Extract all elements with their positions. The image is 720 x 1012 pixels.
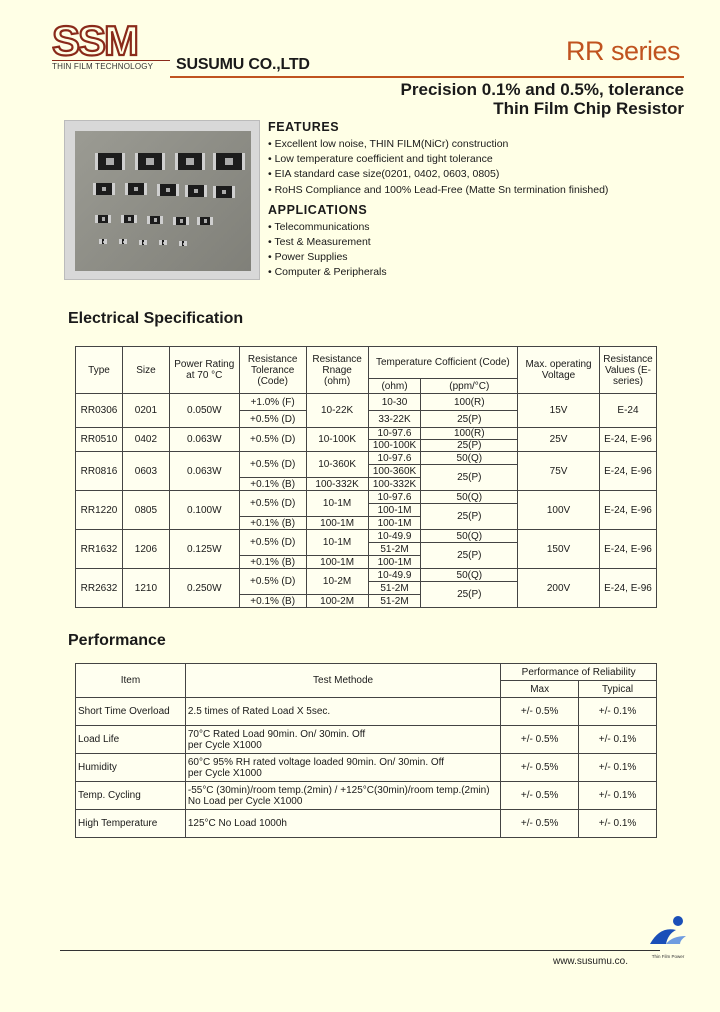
features-heading: FEATURES [268, 120, 340, 134]
cell-ppm: 50(Q) [421, 569, 518, 582]
cell-typical: +/- 0.1% [579, 726, 657, 754]
cell-voltage: 100V [518, 491, 600, 530]
cell-type: RR1220 [76, 491, 123, 530]
list-item: • Telecommunications [268, 220, 688, 235]
cell-ohm: 10-49.9 [368, 530, 421, 543]
cell-type: RR0510 [76, 428, 123, 452]
cell-values: E-24, E-96 [599, 530, 656, 569]
list-item: • Computer & Peripherals [268, 265, 688, 280]
performance-table [75, 663, 657, 838]
col-voltage: Max. operating Voltage [518, 347, 600, 394]
series-title: RR series [565, 36, 680, 66]
cell-ohm: 10-49.9 [368, 569, 421, 582]
ssm-logo-mark [52, 22, 164, 58]
cell-method: -55°C (30min)/room temp.(2min) / +125°C(30min)/room temp.(2min) No Load per Cycle X1000 [185, 782, 500, 810]
list-item: • EIA standard case size(0201, 0402, 0603, 0805) [268, 167, 688, 182]
cell-values: E-24 [599, 394, 656, 428]
col-size: Size [122, 347, 169, 394]
cell-method: 70°C Rated Load 90min. On/ 30min. Off per Cycle X1000 [185, 726, 500, 754]
cell-typical: +/- 0.1% [579, 782, 657, 810]
col-range: Resistance Rnage (ohm) [306, 347, 368, 394]
cell-ppm: 50(Q) [421, 530, 518, 543]
cell-ppm: 50(Q) [421, 452, 518, 465]
cell-method: 2.5 times of Rated Load X 5sec. [185, 698, 500, 726]
col-item: Item [76, 664, 186, 698]
cell-item: High Temperature [76, 810, 186, 838]
cell-power: 0.100W [169, 491, 239, 530]
header-rule [170, 76, 684, 78]
cell-ohm: 100-332K [368, 478, 421, 491]
cell-values: E-24, E-96 [599, 452, 656, 491]
cell-method: 60°C 95% RH rated voltage loaded 90min. On/ 30min. Off per Cycle X1000 [185, 754, 500, 782]
cell-ohm: 10-97.6 [368, 428, 421, 440]
cell-range: 100-2M [306, 595, 368, 608]
cell-values: E-24, E-96 [599, 428, 656, 452]
list-item: • Excellent low noise, THIN FILM(NiCr) construction [268, 137, 688, 152]
features-section [268, 120, 688, 281]
cell-item: Humidity [76, 754, 186, 782]
cell-ohm: 100-1M [368, 517, 421, 530]
col-values: Resistance Values (E-series) [599, 347, 656, 394]
cell-type: RR0816 [76, 452, 123, 491]
cell-size: 0402 [122, 428, 169, 452]
cell-ohm: 51-2M [368, 582, 421, 595]
product-title-line2: Thin Film Chip Resistor [493, 99, 684, 118]
cell-ppm: 25(P) [421, 543, 518, 569]
cell-range: 100-1M [306, 556, 368, 569]
cell-ppm: 25(P) [421, 440, 518, 452]
cell-tolerance: +0.1% (B) [239, 556, 306, 569]
cell-max: +/- 0.5% [501, 754, 579, 782]
cell-item: Temp. Cycling [76, 782, 186, 810]
table-row [76, 698, 657, 726]
col-reliability: Performance of Reliability [501, 664, 657, 681]
col-typical: Typical [579, 681, 657, 698]
company-logo [52, 22, 170, 71]
col-method: Test Methode [185, 664, 500, 698]
cell-item: Short Time Overload [76, 698, 186, 726]
table-row [76, 810, 657, 838]
cell-range: 10-2M [306, 569, 368, 595]
col-tcr-ppm: (ppm/°C) [421, 379, 518, 394]
cell-ohm: 10-97.6 [368, 452, 421, 465]
col-power: Power Rating at 70 °C [169, 347, 239, 394]
cell-typical: +/- 0.1% [579, 698, 657, 726]
cell-range: 10-1M [306, 530, 368, 556]
cell-type: RR0306 [76, 394, 123, 428]
cell-tolerance: +0.1% (B) [239, 478, 306, 491]
cell-size: 0603 [122, 452, 169, 491]
cell-power: 0.063W [169, 452, 239, 491]
cell-ppm: 25(P) [421, 411, 518, 428]
cell-power: 0.050W [169, 394, 239, 428]
product-photo [64, 120, 260, 280]
cell-size: 1210 [122, 569, 169, 608]
cell-tolerance: +0.5% (D) [239, 428, 306, 452]
cell-max: +/- 0.5% [501, 810, 579, 838]
cell-size: 0805 [122, 491, 169, 530]
cell-max: +/- 0.5% [501, 726, 579, 754]
cell-type: RR2632 [76, 569, 123, 608]
logo-subtitle: THIN FILM TECHNOLOGY [52, 60, 170, 71]
cell-size: 1206 [122, 530, 169, 569]
cell-ohm: 100-100K [368, 440, 421, 452]
col-tcr: Temperature Cofficient (Code) [368, 347, 518, 379]
applications-heading: APPLICATIONS [268, 202, 368, 217]
thin-film-power-logo-icon [646, 914, 690, 948]
cell-item: Load Life [76, 726, 186, 754]
cell-tolerance: +0.5% (D) [239, 530, 306, 556]
cell-ppm: 25(P) [421, 504, 518, 530]
footer-url[interactable]: www.susumu.co. [552, 956, 628, 967]
list-item: • Low temperature coefficient and tight tolerance [268, 152, 688, 167]
cell-ppm: 100(R) [421, 394, 518, 411]
table-row [76, 726, 657, 754]
cell-power: 0.125W [169, 530, 239, 569]
col-type: Type [76, 347, 123, 394]
cell-ppm: 50(Q) [421, 491, 518, 504]
cell-power: 0.063W [169, 428, 239, 452]
footer-logo-text: Thin Film Power [651, 954, 685, 959]
cell-ohm: 100-360K [368, 465, 421, 478]
cell-ohm: 33-22K [368, 411, 421, 428]
footer-logo [642, 914, 694, 959]
features-list [268, 137, 688, 198]
cell-ohm: 51-2M [368, 595, 421, 608]
list-item: • RoHS Compliance and 100% Lead-Free (Matte Sn termination finished) [268, 183, 688, 198]
performance-heading: Performance [68, 632, 166, 649]
cell-tolerance: +0.1% (B) [239, 595, 306, 608]
cell-voltage: 150V [518, 530, 600, 569]
cell-ohm: 100-1M [368, 504, 421, 517]
cell-ohm: 100-1M [368, 556, 421, 569]
cell-voltage: 15V [518, 394, 600, 428]
electrical-spec-table [75, 346, 657, 608]
cell-max: +/- 0.5% [501, 698, 579, 726]
cell-size: 0201 [122, 394, 169, 428]
list-item: • Test & Measurement [268, 235, 688, 250]
cell-voltage: 25V [518, 428, 600, 452]
cell-ppm: 25(P) [421, 465, 518, 491]
col-max: Max [501, 681, 579, 698]
cell-method: 125°C No Load 1000h [185, 810, 500, 838]
cell-ohm: 10-97.6 [368, 491, 421, 504]
applications-list [268, 220, 688, 281]
cell-tolerance: +0.5% (D) [239, 569, 306, 595]
cell-range: 10-22K [306, 394, 368, 428]
cell-ohm: 10-30 [368, 394, 421, 411]
cell-tolerance: +0.1% (B) [239, 517, 306, 530]
table-row [76, 754, 657, 782]
footer-rule [60, 950, 660, 951]
logo-letters: SSM [52, 22, 138, 58]
cell-range: 10-360K [306, 452, 368, 478]
electrical-heading: Electrical Specification [68, 310, 244, 327]
cell-values: E-24, E-96 [599, 569, 656, 608]
company-name: SUSUMU CO.,LTD [176, 56, 310, 73]
cell-values: E-24, E-96 [599, 491, 656, 530]
cell-range: 100-332K [306, 478, 368, 491]
list-item: • Power Supplies [268, 250, 688, 265]
cell-ppm: 100(R) [421, 428, 518, 440]
cell-ppm: 25(P) [421, 582, 518, 608]
cell-range: 10-100K [306, 428, 368, 452]
col-tcr-ohm: (ohm) [368, 379, 421, 394]
cell-max: +/- 0.5% [501, 782, 579, 810]
cell-tolerance: +0.5% (D) [239, 491, 306, 517]
product-title-line1: Precision 0.1% and 0.5%, tolerance [400, 80, 684, 99]
cell-tolerance: +0.5% (D) [239, 452, 306, 478]
cell-power: 0.250W [169, 569, 239, 608]
col-tolerance: Resistance Tolerance (Code) [239, 347, 306, 394]
cell-tolerance: +1.0% (F) [239, 394, 306, 411]
table-row [76, 782, 657, 810]
cell-range: 10-1M [306, 491, 368, 517]
cell-voltage: 75V [518, 452, 600, 491]
cell-type: RR1632 [76, 530, 123, 569]
cell-voltage: 200V [518, 569, 600, 608]
cell-typical: +/- 0.1% [579, 810, 657, 838]
cell-range: 100-1M [306, 517, 368, 530]
cell-ohm: 51-2M [368, 543, 421, 556]
cell-tolerance: +0.5% (D) [239, 411, 306, 428]
cell-typical: +/- 0.1% [579, 754, 657, 782]
